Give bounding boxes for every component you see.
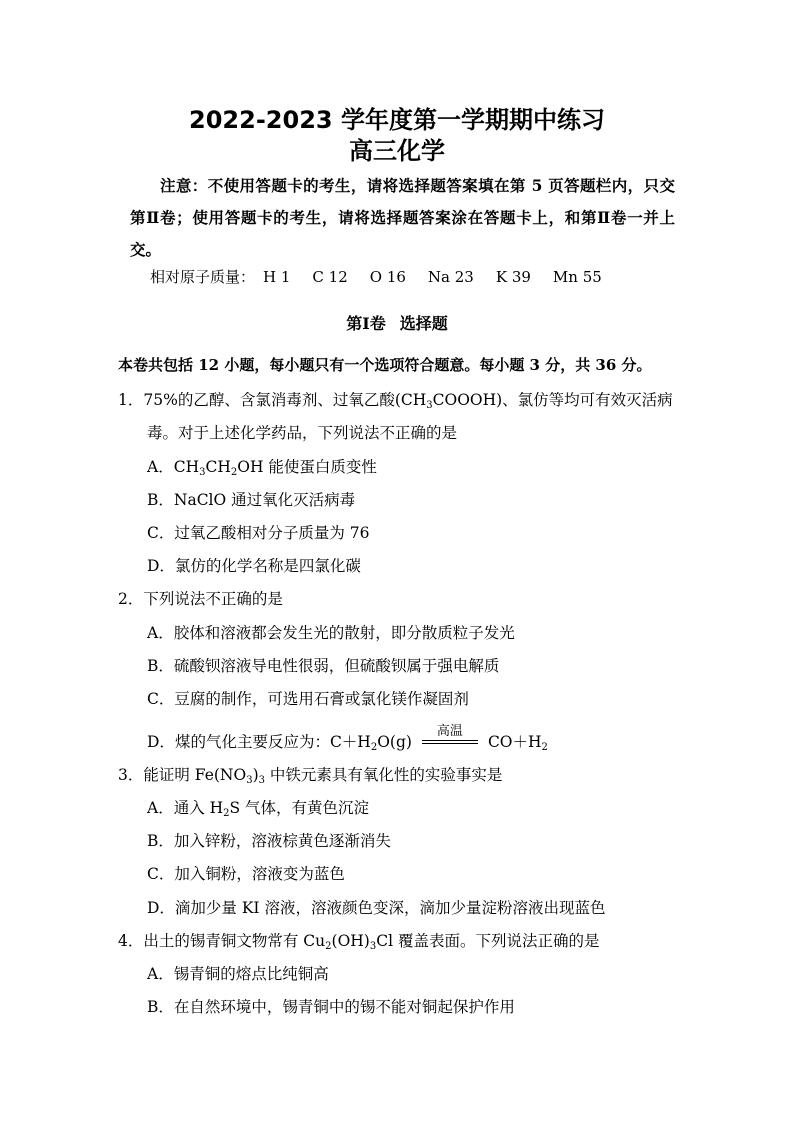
- section-part: 第Ⅰ卷: [346, 314, 386, 333]
- question-4-stem: 4．出土的锡青铜文物常有 $Cu_2(OH)_3Cl$ 覆盖表面。下列说法正确的是: [118, 932, 600, 952]
- exam-title: 2022-2023 学年度第一学期期中练习: [189, 106, 605, 134]
- atomic-mass-item: H 1: [263, 268, 291, 286]
- question-3-stem: 3．能证明 $Fe(NO_3)_3$ 中铁元素具有氧化性的实验事实是: [118, 766, 503, 786]
- notice-paragraph: 注意：不使用答题卡的考生，请将选择题答案填在第 5 页答题栏内，只交第Ⅱ卷；使用答题卡的考生，请将选择题答案涂在答题卡上，和第Ⅱ卷一并上交。: [130, 176, 675, 259]
- atomic-mass-line: [150, 266, 624, 287]
- reaction-condition: 高温: [436, 724, 463, 739]
- question-1-stem-cont: 毒。对于上述化学药品，下列说法不正确的是: [147, 424, 458, 442]
- question-3-option-a: A．通入 $H_2S$ 气体，有黄色沉淀: [147, 799, 370, 819]
- question-1-stem: 1．75%的乙醇、含氯消毒剂、过氧乙酸$(CH_3COOOH)$、氯仿等均可有效灭活病: [118, 391, 673, 411]
- atomic-mass-item: Na 23: [427, 268, 474, 286]
- atomic-mass-item: Mn 55: [552, 268, 602, 286]
- question-4-option-a: A．锡青铜的熔点比纯铜高: [147, 965, 329, 983]
- section-intro: 本卷共包括 12 小题，每小题只有一个选项符合题意。每小题 3 分，共 36 分。: [118, 356, 652, 374]
- atomic-mass-item: K 39: [495, 268, 531, 286]
- question-1-option-d: D．氯仿的化学名称是四氯化碳: [147, 557, 361, 575]
- question-3-option-d: D．滴加少量 KI 溶液，溶液颜色变深，滴加少量淀粉溶液出现蓝色: [147, 899, 606, 917]
- question-2-stem: 2．下列说法不正确的是: [118, 590, 283, 608]
- question-2-option-c: C．豆腐的制作，可选用石膏或氯化镁作凝固剂: [147, 690, 469, 708]
- question-3-option-b: B．加入锌粉，溶液棕黄色逐渐消失: [147, 832, 391, 850]
- question-2-option-d: D．煤的气化主要反应为：$C+H_2O(g)$ 高温 $CO+H_2$: [147, 730, 548, 752]
- section-heading: [0, 311, 794, 334]
- question-1-option-c: C．过氧乙酸相对分子质量为 76: [147, 524, 370, 542]
- reaction-condition-arrow: [418, 724, 482, 752]
- question-3-option-c: C．加入铜粉，溶液变为蓝色: [147, 865, 345, 883]
- question-2-option-a: A．胶体和溶液都会发生光的散射，即分散质粒子发光: [147, 624, 515, 642]
- atomic-mass-item: O 16: [369, 268, 406, 286]
- question-2-option-b: B．硫酸钡溶液导电性很弱，但硫酸钡属于强电解质: [147, 657, 500, 675]
- question-4-option-b: B．在自然环境中，锡青铜中的锡不能对铜起保护作用: [147, 998, 515, 1016]
- section-name: 选择题: [399, 314, 448, 333]
- atomic-mass-label: 相对原子质量：: [150, 268, 256, 286]
- question-1-option-a: A．$CH_3CH_2OH$ 能使蛋白质变性: [147, 458, 377, 478]
- question-1-option-b: B．NaClO 通过氧化灭活病毒: [147, 491, 356, 509]
- atomic-mass-item: C 12: [312, 268, 348, 286]
- exam-subtitle: 高三化学: [349, 137, 445, 165]
